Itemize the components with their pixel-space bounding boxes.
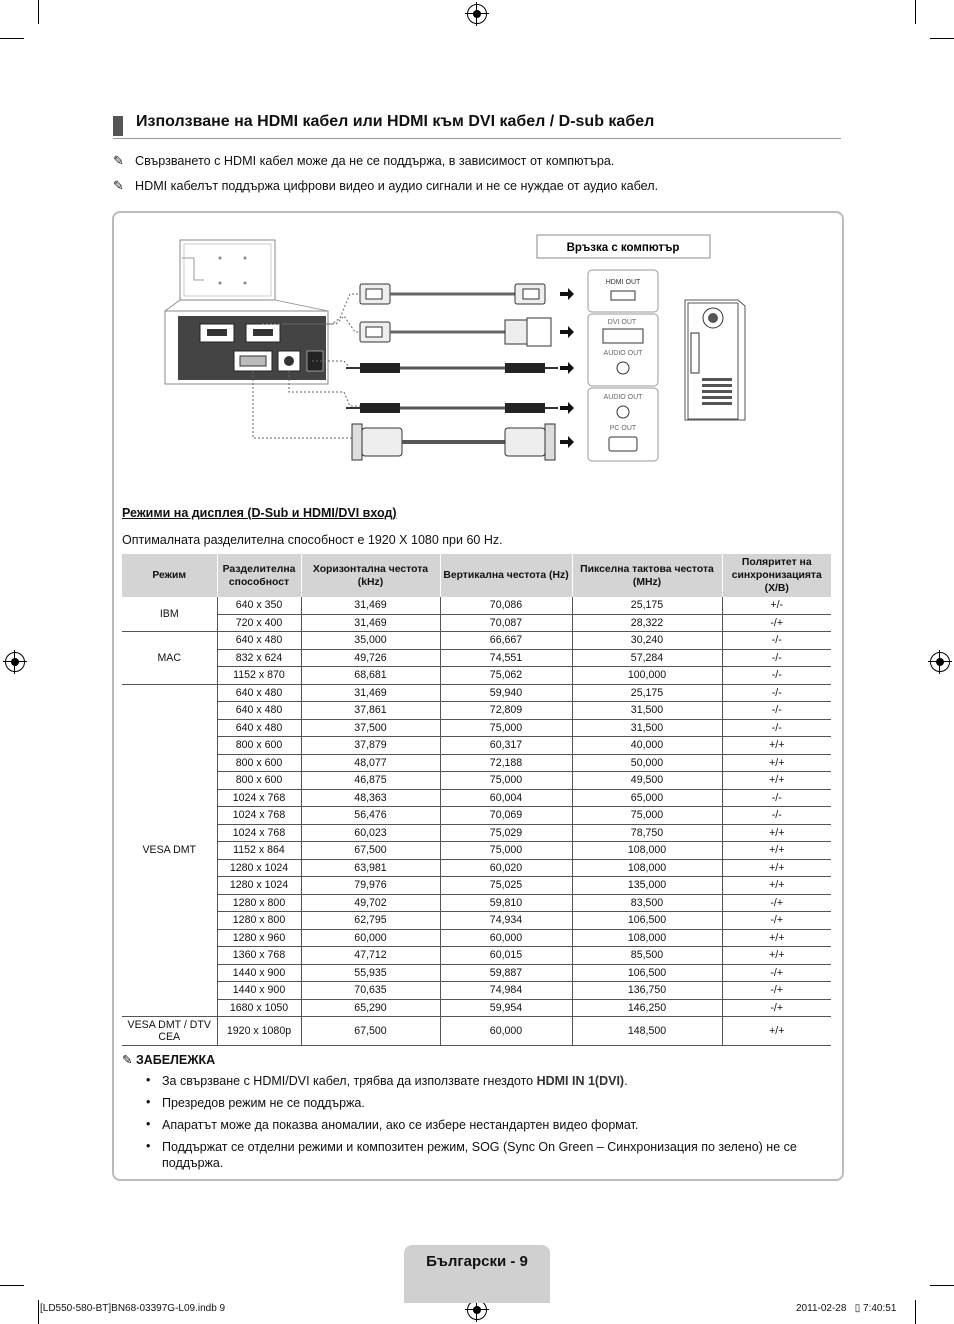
column-header: Вертикална честота (Hz): [440, 554, 572, 597]
table-cell: 146,250: [572, 999, 722, 1017]
table-cell: 1680 x 1050: [217, 999, 301, 1017]
table-cell: -/-: [722, 667, 831, 685]
table-row: [122, 1017, 831, 1046]
crop-mark: [38, 1300, 39, 1324]
note-text: За свързване с HDMI/DVI кабел, трябва да използвате гнездото: [162, 1074, 537, 1088]
crop-mark: [0, 38, 24, 39]
table-cell: +/+: [722, 772, 831, 790]
table-row: [122, 684, 831, 702]
table-cell: 108,000: [572, 859, 722, 877]
table-cell: 108,000: [572, 929, 722, 947]
table-cell: -/+: [722, 982, 831, 1000]
table-row: [122, 754, 831, 772]
note-text: Презредов режим не се поддържа.: [162, 1096, 365, 1110]
table-cell: 70,087: [440, 614, 572, 632]
table-row: [122, 842, 831, 860]
table-cell: 1280 x 1024: [217, 859, 301, 877]
table-cell: 59,940: [440, 684, 572, 702]
table-cell: +/+: [722, 859, 831, 877]
table-row: [122, 772, 831, 790]
crop-mark: [38, 0, 39, 24]
note-text: HDMI кабелът поддържа цифрови видео и аудио сигнали и не се нуждае от аудио кабел.: [135, 179, 659, 193]
table-row: [122, 894, 831, 912]
table-cell: 800 x 600: [217, 772, 301, 790]
note-heading: [122, 1052, 215, 1067]
column-header: Хоризонтална честота (kHz): [301, 554, 440, 597]
audio-jack-icon: [617, 406, 629, 418]
table-cell: 74,934: [440, 912, 572, 930]
table-cell: 75,062: [440, 667, 572, 685]
table-cell: 1024 x 768: [217, 824, 301, 842]
list-item: [146, 1073, 836, 1089]
table-cell: 55,935: [301, 964, 440, 982]
table-row: [122, 614, 831, 632]
page-number: Български - 9: [426, 1253, 528, 1270]
table-cell: 28,322: [572, 614, 722, 632]
table-cell: 148,500: [572, 1017, 722, 1046]
table-cell: 60,020: [440, 859, 572, 877]
table-cell: +/+: [722, 737, 831, 755]
table-row: [122, 999, 831, 1017]
table-cell: 37,500: [301, 719, 440, 737]
table-cell: +/+: [722, 754, 831, 772]
list-item: [146, 1139, 836, 1171]
table-cell: 1440 x 900: [217, 982, 301, 1000]
note-line: [113, 178, 658, 194]
table-row: [122, 737, 831, 755]
table-cell: +/+: [722, 842, 831, 860]
table-cell: +/-: [722, 597, 831, 614]
table-cell: 1024 x 768: [217, 789, 301, 807]
table-cell: 800 x 600: [217, 737, 301, 755]
table-cell: 1920 x 1080p: [217, 1017, 301, 1046]
table-cell: 31,469: [301, 597, 440, 614]
table-row: [122, 912, 831, 930]
table-row: [122, 719, 831, 737]
hdmi-port-icon: [611, 291, 635, 300]
hdmi-out-label: HDMI OUT: [605, 279, 641, 286]
table-cell: -/+: [722, 912, 831, 930]
table-cell: 65,000: [572, 789, 722, 807]
table-cell: 60,004: [440, 789, 572, 807]
footer-timestamp: 2011-02-28 ▯ 7:40:51: [796, 1303, 897, 1314]
table-row: [122, 667, 831, 685]
table-cell: 75,000: [440, 719, 572, 737]
table-cell: 31,469: [301, 684, 440, 702]
table-cell: 640 x 480: [217, 632, 301, 650]
table-cell: 70,069: [440, 807, 572, 825]
optimal-resolution-text: Оптималната разделителна способност е 1920 X 1080 при 60 Hz.: [122, 533, 503, 547]
table-cell: 60,000: [440, 929, 572, 947]
table-cell: 1360 x 768: [217, 947, 301, 965]
table-cell: 1440 x 900: [217, 964, 301, 982]
vga-port-icon: [609, 437, 637, 451]
table-row: [122, 982, 831, 1000]
mode-cell: IBM: [122, 597, 217, 632]
table-cell: 640 x 480: [217, 684, 301, 702]
table-row: [122, 597, 831, 614]
table-cell: 67,500: [301, 1017, 440, 1046]
crop-mark: [915, 1300, 916, 1324]
table-cell: 40,000: [572, 737, 722, 755]
pc-connection-label: Връзка с компютър: [566, 242, 680, 254]
table-cell: 56,476: [301, 807, 440, 825]
modes-heading: Режими на дисплея (D-Sub и HDMI/DVI вход): [122, 506, 397, 520]
table-cell: 66,667: [440, 632, 572, 650]
table-cell: 79,976: [301, 877, 440, 895]
table-cell: 72,188: [440, 754, 572, 772]
table-cell: 25,175: [572, 684, 722, 702]
table-cell: -/+: [722, 964, 831, 982]
title-marker: [113, 116, 123, 136]
table-row: [122, 789, 831, 807]
table-row: [122, 649, 831, 667]
table-cell: +/+: [722, 947, 831, 965]
table-cell: 1280 x 800: [217, 894, 301, 912]
table-cell: 640 x 350: [217, 597, 301, 614]
list-item: [146, 1095, 836, 1111]
table-cell: -/-: [722, 719, 831, 737]
table-cell: 67,500: [301, 842, 440, 860]
table-cell: 50,000: [572, 754, 722, 772]
table-cell: 31,469: [301, 614, 440, 632]
note-text: Свързването с HDMI кабел може да не се поддържа, в зависимост от компютъра.: [135, 154, 615, 168]
table-cell: 720 x 400: [217, 614, 301, 632]
note-text: Апаратът може да показва аномалии, ако се избере нестандартен видео формат.: [162, 1118, 639, 1132]
table-cell: 59,810: [440, 894, 572, 912]
table-cell: 1280 x 1024: [217, 877, 301, 895]
table-cell: 832 x 624: [217, 649, 301, 667]
crop-mark: [0, 1285, 24, 1286]
table-cell: -/+: [722, 999, 831, 1017]
note-heading-text: ЗАБЕЛЕЖКА: [135, 1053, 216, 1067]
table-row: [122, 929, 831, 947]
pen-icon: ✎: [113, 178, 124, 193]
table-cell: 1280 x 800: [217, 912, 301, 930]
table-cell: 68,681: [301, 667, 440, 685]
table-cell: -/+: [722, 894, 831, 912]
table-cell: 49,500: [572, 772, 722, 790]
table-cell: -/-: [722, 649, 831, 667]
table-cell: 1280 x 960: [217, 929, 301, 947]
table-cell: 59,954: [440, 999, 572, 1017]
table-cell: 49,702: [301, 894, 440, 912]
table-cell: 83,500: [572, 894, 722, 912]
table-cell: 640 x 480: [217, 719, 301, 737]
audio-jack-icon: [617, 362, 629, 374]
audio-cable: [346, 403, 558, 413]
table-cell: 48,077: [301, 754, 440, 772]
table-cell: 60,023: [301, 824, 440, 842]
table-cell: 135,000: [572, 877, 722, 895]
table-cell: -/+: [722, 614, 831, 632]
table-row: [122, 859, 831, 877]
table-cell: 74,551: [440, 649, 572, 667]
table-cell: 46,875: [301, 772, 440, 790]
table-cell: 100,000: [572, 667, 722, 685]
table-cell: 35,000: [301, 632, 440, 650]
table-cell: 1024 x 768: [217, 807, 301, 825]
registration-mark-icon: [467, 4, 487, 24]
table-cell: 75,000: [572, 807, 722, 825]
column-header: Пикселна тактова честота (MHz): [572, 554, 722, 597]
registration-mark-icon: [467, 1300, 487, 1320]
hdmi-to-dvi-cable: [360, 318, 551, 346]
table-cell: 640 x 480: [217, 702, 301, 720]
table-cell: -/-: [722, 632, 831, 650]
table-cell: 72,809: [440, 702, 572, 720]
table-cell: 60,317: [440, 737, 572, 755]
crop-mark: [930, 38, 954, 39]
table-cell: 63,981: [301, 859, 440, 877]
footer-file-name: [LD550-580-BT]BN68-03397G-L09.indb 9: [40, 1303, 226, 1314]
table-cell: 37,861: [301, 702, 440, 720]
table-row: [122, 947, 831, 965]
dsub-cable: [352, 424, 555, 460]
table-cell: +/+: [722, 877, 831, 895]
table-row: [122, 964, 831, 982]
table-cell: 75,000: [440, 842, 572, 860]
table-cell: 74,984: [440, 982, 572, 1000]
registration-mark-icon: [5, 652, 25, 672]
crop-mark: [930, 1285, 954, 1286]
audio-out-label: AUDIO OUT: [603, 350, 643, 357]
table-cell: 49,726: [301, 649, 440, 667]
computer-tower-icon: [685, 300, 745, 420]
table-cell: 800 x 600: [217, 754, 301, 772]
list-item: [146, 1117, 836, 1133]
table-cell: 85,500: [572, 947, 722, 965]
table-cell: 59,887: [440, 964, 572, 982]
table-header-row: [122, 554, 831, 597]
table-row: [122, 824, 831, 842]
table-cell: 60,015: [440, 947, 572, 965]
table-cell: 70,086: [440, 597, 572, 614]
table-row: [122, 632, 831, 650]
note-text: Поддържат се отделни режими и композитен режим, SOG (Sync On Green – Синхронизация по зелено) не се поддържа.: [162, 1140, 797, 1170]
dvi-port-icon: [603, 329, 643, 343]
table-cell: 70,635: [301, 982, 440, 1000]
table-cell: 108,000: [572, 842, 722, 860]
table-cell: 75,025: [440, 877, 572, 895]
column-header: Поляритет на синхронизацията (Х/В): [722, 554, 831, 597]
hdmi-cable: [360, 284, 545, 304]
column-header: Режим: [122, 554, 217, 597]
table-cell: 47,712: [301, 947, 440, 965]
pen-icon: ✎: [113, 153, 124, 168]
table-cell: -/-: [722, 702, 831, 720]
note-bold-text: HDMI IN 1(DVI): [536, 1074, 625, 1088]
table-cell: -/-: [722, 789, 831, 807]
table-cell: 78,750: [572, 824, 722, 842]
mode-cell: MAC: [122, 632, 217, 685]
arrow-right-icon: [560, 288, 574, 448]
table-cell: 48,363: [301, 789, 440, 807]
table-cell: 75,000: [440, 772, 572, 790]
pen-icon: ✎: [122, 1053, 136, 1067]
table-cell: +/+: [722, 824, 831, 842]
column-header: Разделителна способност: [217, 554, 301, 597]
table-cell: 65,290: [301, 999, 440, 1017]
note-line: [113, 153, 614, 169]
mode-cell: VESA DMT: [122, 684, 217, 1017]
table-cell: 106,500: [572, 912, 722, 930]
table-cell: -/-: [722, 807, 831, 825]
table-cell: 25,175: [572, 597, 722, 614]
note-text: .: [624, 1074, 628, 1088]
table-cell: 60,000: [440, 1017, 572, 1046]
display-modes-table: [122, 554, 831, 1046]
pc-out-label: PC OUT: [609, 425, 637, 432]
audio-cable: [346, 363, 558, 373]
table-row: [122, 702, 831, 720]
table-cell: 1152 x 864: [217, 842, 301, 860]
registration-mark-icon: [930, 652, 950, 672]
table-row: [122, 807, 831, 825]
connection-diagram: [160, 228, 760, 468]
table-cell: 60,000: [301, 929, 440, 947]
table-cell: +/+: [722, 929, 831, 947]
table-cell: 106,500: [572, 964, 722, 982]
table-cell: 62,795: [301, 912, 440, 930]
tv-back-icon: [165, 240, 328, 384]
table-row: [122, 877, 831, 895]
table-cell: 31,500: [572, 702, 722, 720]
crop-mark: [915, 0, 916, 24]
table-cell: +/+: [722, 1017, 831, 1046]
table-cell: 75,029: [440, 824, 572, 842]
mode-cell: VESA DMT / DTV CEA: [122, 1017, 217, 1046]
table-cell: -/-: [722, 684, 831, 702]
page-title: Използване на HDMI кабел или HDMI към DVI кабел / D-sub кабел: [136, 113, 655, 130]
table-cell: 37,879: [301, 737, 440, 755]
table-cell: 30,240: [572, 632, 722, 650]
notes-list: [146, 1073, 836, 1177]
table-cell: 1152 x 870: [217, 667, 301, 685]
audio-out-label: AUDIO OUT: [603, 394, 643, 401]
table-cell: 57,284: [572, 649, 722, 667]
table-cell: 31,500: [572, 719, 722, 737]
title-divider: [113, 138, 841, 139]
table-cell: 136,750: [572, 982, 722, 1000]
dvi-out-label: DVI OUT: [607, 319, 637, 326]
